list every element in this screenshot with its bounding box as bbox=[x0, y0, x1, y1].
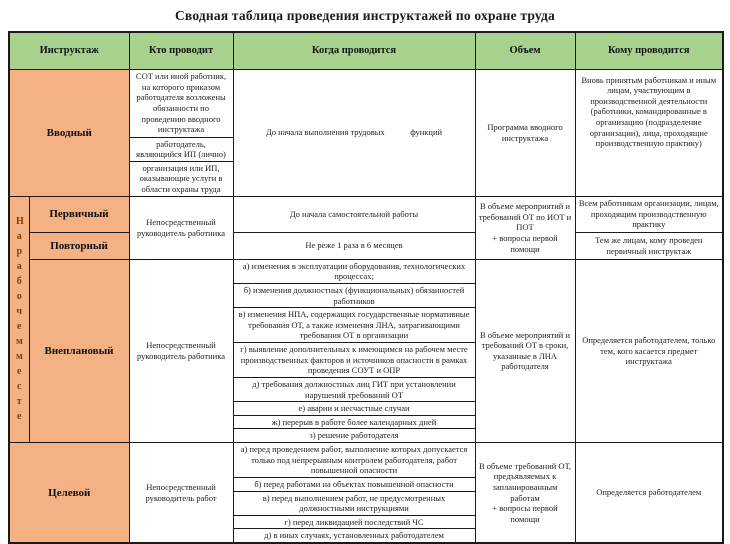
table-row bbox=[9, 259, 723, 283]
row-label-povtorny: Повторный bbox=[29, 232, 129, 259]
cell-vneplanovy-when-a: а) изменения в эксплуатации оборудования, технологических процессах; bbox=[233, 259, 475, 283]
cell-povtorny-when: Не реже 1 раза в 6 месяцев bbox=[233, 232, 475, 259]
cell-vneplanovy-when-z: з) решение работодателя bbox=[233, 429, 475, 443]
cell-vvodny-when: До начала выполнения трудовых функций bbox=[233, 69, 475, 196]
scope-line: + вопросы первой помощи bbox=[492, 232, 558, 254]
cell-vvodny-who-1: СОТ или иной работник, на которого приказом работодателя возложены обязанности по проведению вводного инструктажа bbox=[129, 69, 233, 137]
cell-celevoy-scope bbox=[475, 443, 575, 544]
cell-vneplanovy-who: Непосредственный руководитель работника bbox=[129, 259, 233, 442]
cell-pervichny-scope bbox=[475, 196, 575, 259]
col-header-to-whom: Кому проводится bbox=[575, 32, 723, 69]
cell-vneplanovy-when-e: е) аварии и несчастные случаи bbox=[233, 402, 475, 416]
col-header-who: Кто проводит bbox=[129, 32, 233, 69]
cell-vneplanovy-scope: В объеме мероприятий и требований ОТ в сроки, указанные в ЛНА работодателя bbox=[475, 259, 575, 442]
cell-vneplanovy-when-zh: ж) перерыв в работе более календарных дней bbox=[233, 415, 475, 429]
cell-celevoy-to-whom: Определяется работодателем bbox=[575, 443, 723, 544]
row-label-celevoy: Целевой bbox=[9, 443, 129, 544]
cell-pervichny-to-whom: Всем работникам организации, лицам, проходящим производственную практику bbox=[575, 196, 723, 232]
cell-pervichny-who: Непосредственный руководитель работника bbox=[129, 196, 233, 259]
scope-line: + вопросы первой помощи bbox=[492, 503, 558, 524]
cell-pervichny-when: До начала самостоятельной работы bbox=[233, 196, 475, 232]
cell-vneplanovy-to-whom: Определяется работодателем, только тем, кого касается предмет инструктажа bbox=[575, 259, 723, 442]
table-row bbox=[9, 69, 723, 137]
table-row bbox=[9, 232, 723, 259]
cell-vneplanovy-when-d: д) требования должностных лиц ГИТ при установлении нарушений требований ОТ bbox=[233, 377, 475, 401]
cell-celevoy-when-b: б) перед работами на объектах повышенной опасности bbox=[233, 477, 475, 491]
row-label-vneplanovy: Внеплановый bbox=[29, 259, 129, 442]
cell-celevoy-when-v: в) перед выполнением работ, не предусмотренных должностными инструкциями bbox=[233, 491, 475, 515]
page-title: Сводная таблица проведения инструктажей по охране труда bbox=[174, 8, 555, 23]
header-row bbox=[9, 32, 723, 69]
side-label-workplace: На рабочем месте bbox=[9, 196, 29, 442]
cell-vvodny-who-3: организация или ИП, оказывающие услуги в области охраны труда bbox=[129, 161, 233, 196]
cell-vneplanovy-when-g: г) выявление дополнительных к имеющимся на рабочем месте производственных факторов и источников опасности в рамках проведения СОУТ и ОПР bbox=[233, 343, 475, 378]
cell-celevoy-when-g: г) перед ликвидацией последствий ЧС bbox=[233, 515, 475, 529]
col-header-when: Когда проводится bbox=[233, 32, 475, 69]
row-label-pervichny: Первичный bbox=[29, 196, 129, 232]
cell-celevoy-when-d: д) в иных случаях, установленных работодателем bbox=[233, 529, 475, 543]
table-row bbox=[9, 196, 723, 232]
cell-vneplanovy-when-b: б) изменения должностных (функциональных) обязанностей работников bbox=[233, 283, 475, 307]
cell-povtorny-to-whom: Тем же лицам, кому проведен первичный инструктаж bbox=[575, 232, 723, 259]
cell-vvodny-to-whom: Вновь принятым работникам и иным лицам, участвующим в производственной деятельности (работники, командированные в организацию (подразделение организации), лица, проходящие производственную практику) bbox=[575, 69, 723, 196]
cell-celevoy-when-a: а) перед проведением работ, выполнение которых допускается только под непрерывным контролем работодателя, работ повышенной опасности bbox=[233, 443, 475, 478]
row-label-vvodny: Вводный bbox=[9, 69, 129, 196]
col-header-instructaj: Инструктаж bbox=[9, 32, 129, 69]
cell-vvodny-who-2: работодатель, являющийся ИП (лично) bbox=[129, 137, 233, 161]
scope-line: В объеме требований ОТ, предъявляемых к запланированным работам bbox=[478, 460, 572, 503]
table-row bbox=[9, 443, 723, 478]
cell-vneplanovy-when-v: в) изменения НПА, содержащих государственные нормативные требования ОТ, а также изменения ЛНА, затрагивающими требования ОТ в организации bbox=[233, 308, 475, 343]
col-header-scope: Объем bbox=[475, 32, 575, 69]
scope-line: В объеме мероприятий и требований ОТ по ИОТ и ПОТ bbox=[478, 201, 572, 233]
cell-celevoy-who: Непосредственный руководитель работ bbox=[129, 443, 233, 544]
briefings-table bbox=[8, 31, 724, 544]
cell-vvodny-scope: Программа вводного инструктажа bbox=[475, 69, 575, 196]
